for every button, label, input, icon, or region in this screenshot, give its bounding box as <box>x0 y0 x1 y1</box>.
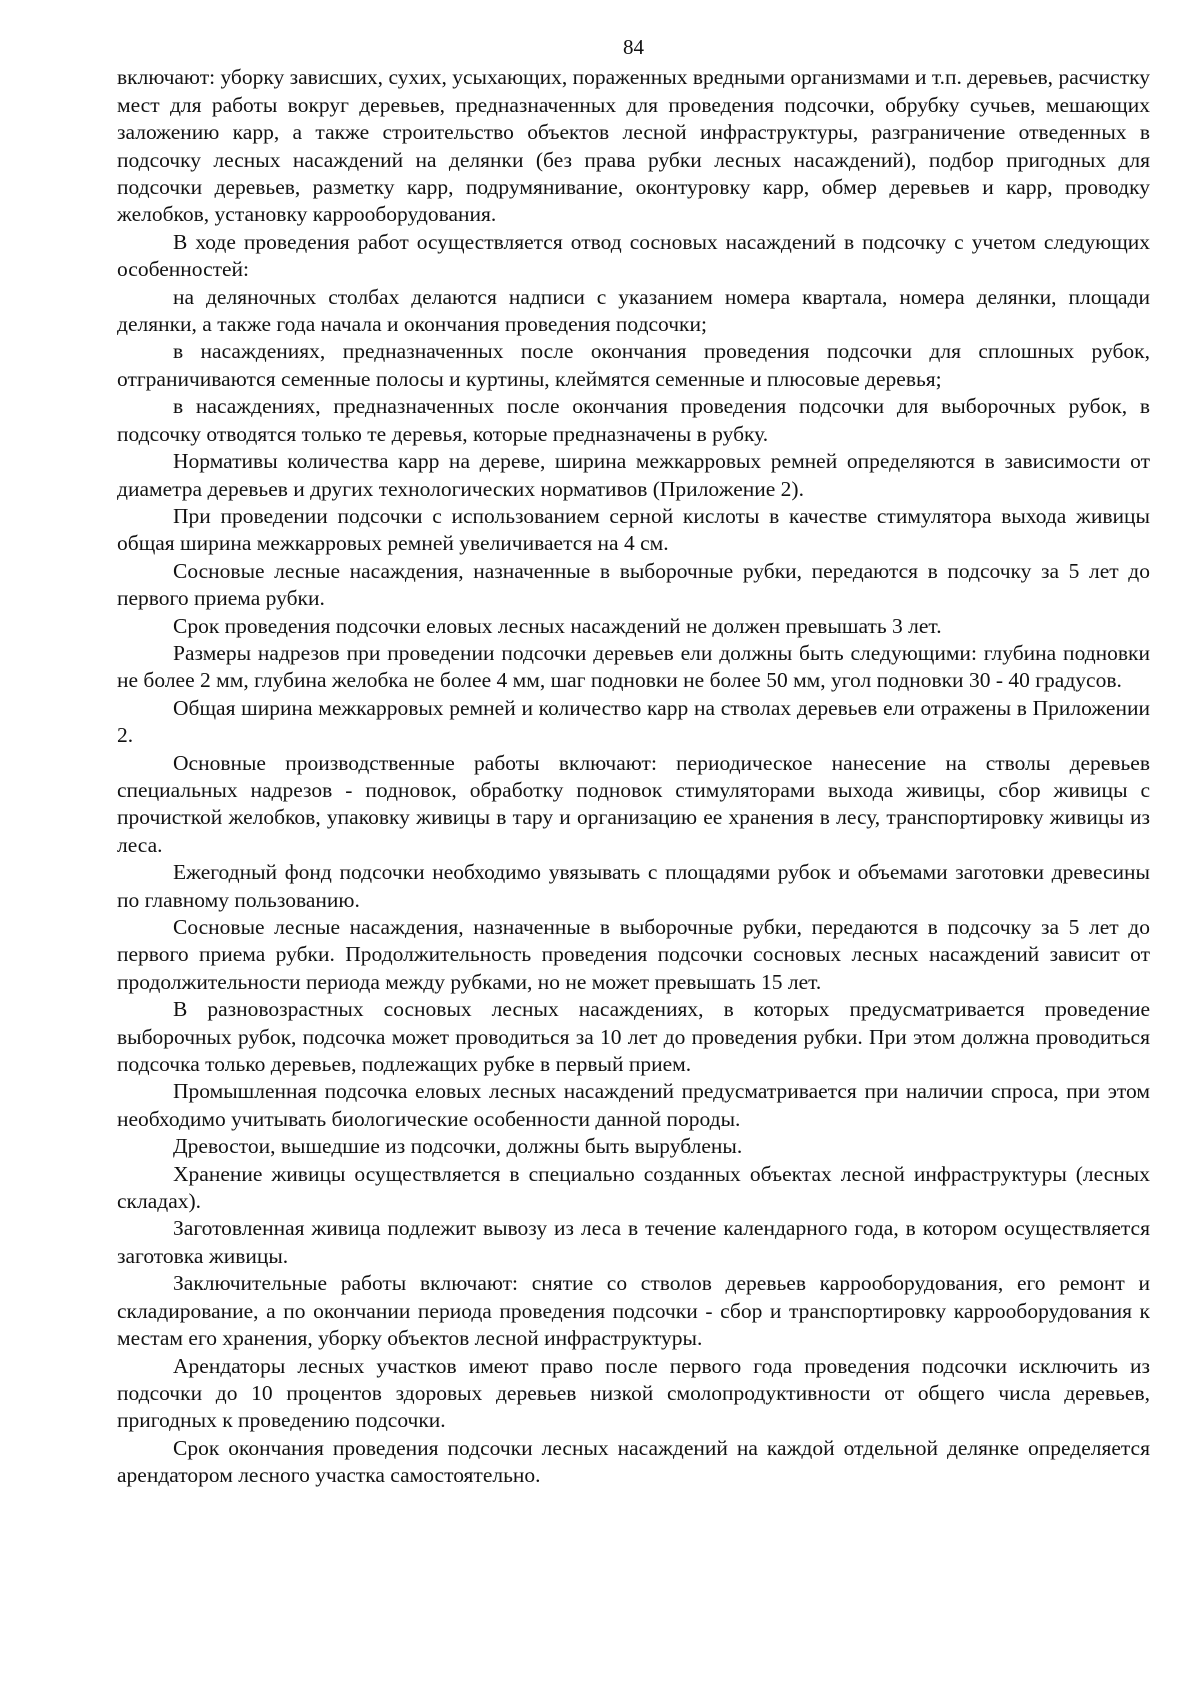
paragraph: на деляночных столбах делаются надписи с указанием номера квартала, номера делянки, площади делянки, а также года начала и окончания проведения подсочки; <box>117 284 1150 337</box>
paragraph: Размеры надрезов при проведении подсочки деревьев ели должны быть следующими: глубина подновки не более 2 мм, глубина желобка не более 4 мм, шаг подновки не более 50 мм, угол подновки 30 - 40 градусов. <box>117 640 1150 693</box>
paragraph: в насаждениях, предназначенных после окончания проведения подсочки для выборочных рубок, в подсочку отводятся только те деревья, которые предназначены в рубку. <box>117 394 1150 446</box>
paragraph: Промышленная подсочка еловых лесных насаждений предусматривается при наличии спроса, при этом необходимо учитывать биологические особенности данной породы. <box>117 1079 1150 1131</box>
page-number: 84 <box>623 35 644 59</box>
paragraph: Общая ширина межкарровых ремней и количество карр на стволах деревьев ели отражены в Приложении 2. <box>117 695 1150 748</box>
paragraph: Сосновые лесные насаждения, назначенные в выборочные рубки, передаются в подсочку за 5 лет до первого приема рубки. Продолжительность проведения подсочки сосновых лесных насаждений зависит от продолжительности периода между рубками, но не может превышать 15 лет. <box>117 915 1150 994</box>
paragraph: Заключительные работы включают: снятие со стволов деревьев каррооборудования, его ремонт и складирование, а по окончании периода проведения подсочки - сбор и транспортировку каррооборудования к местам его хранения, уборку объектов лесной инфраструктуры. <box>117 1271 1150 1351</box>
paragraph: Срок проведения подсочки еловых лесных насаждений не должен превышать 3 лет. <box>173 613 942 638</box>
paragraph: включают: уборку зависших, сухих, усыхающих, пораженных вредными организмами и т.п. деревьев, расчистку мест для работы вокруг деревьев, предназначенных для проведения подсочки, обрубку сучьев, мешающих заложению карр, а также строительство объектов лесной инфраструктуры, разграничение отведенных в подсочку лесных насаждений на делянки (без права рубки лесных насаждений), подбор пригодных для подсочки деревьев, разметку карр, подрумянивание, оконтуровку карр, обмер деревьев и карр, проводку желобков, установку каррооборудования. <box>117 65 1150 227</box>
paragraph: Ежегодный фонд подсочки необходимо увязывать с площадями рубок и объемами заготовки древесины по главному пользованию. <box>117 860 1150 912</box>
paragraph: При проведении подсочки с использованием серной кислоты в качестве стимулятора выхода живицы общая ширина межкарровых ремней увеличивается на 4 см. <box>117 503 1150 556</box>
paragraph: Срок окончания проведения подсочки лесных насаждений на каждой отдельной делянке определяется арендатором лесного участка самостоятельно. <box>117 1435 1150 1488</box>
paragraph: в насаждениях, предназначенных после окончания проведения подсочки для сплошных рубок, отграничиваются семенные полосы и куртины, клеймятся семенные и плюсовые деревья; <box>117 339 1150 391</box>
paragraph: Хранение живицы осуществляется в специально созданных объектах лесной инфраструктуры (лесных складах). <box>117 1161 1150 1214</box>
paragraph: Заготовленная живица подлежит вывозу из леса в течение календарного года, в котором осуществляется заготовка живицы. <box>117 1216 1150 1268</box>
document-page <box>117 34 1150 1490</box>
paragraph: В разновозрастных сосновых лесных насаждениях, в которых предусматривается проведение выборочных рубок, подсочка может проводиться за 10 лет до проведения рубки. При этом должна проводиться подсочка только деревьев, подлежащих рубке в первый прием. <box>117 997 1150 1077</box>
paragraph: Нормативы количества карр на дереве, ширина межкарровых ремней определяются в зависимости от диаметра деревьев и других технологических нормативов (Приложение 2). <box>117 449 1150 501</box>
paragraph: Арендаторы лесных участков имеют право после первого года проведения подсочки исключить из подсочки до 10 процентов здоровых деревьев низкой смолопродуктивности от общего числа деревьев, пригодных к проведению подсочки. <box>117 1353 1150 1433</box>
paragraph: Древостои, вышедшие из подсочки, должны быть вырублены. <box>173 1134 743 1159</box>
paragraph: Сосновые лесные насаждения, назначенные в выборочные рубки, передаются в подсочку за 5 лет до первого приема рубки. <box>117 558 1150 611</box>
paragraph: В ходе проведения работ осуществляется отвод сосновых насаждений в подсочку с учетом следующих особенностей: <box>117 229 1150 282</box>
paragraph: Основные производственные работы включают: периодическое нанесение на стволы деревьев специальных надрезов - подновок, обработку подновок стимуляторами выхода живицы, сбор живицы с прочисткой желобков, упаковку живицы в тару и организацию ее хранения в лесу, транспортировку живицы из леса. <box>117 750 1150 857</box>
